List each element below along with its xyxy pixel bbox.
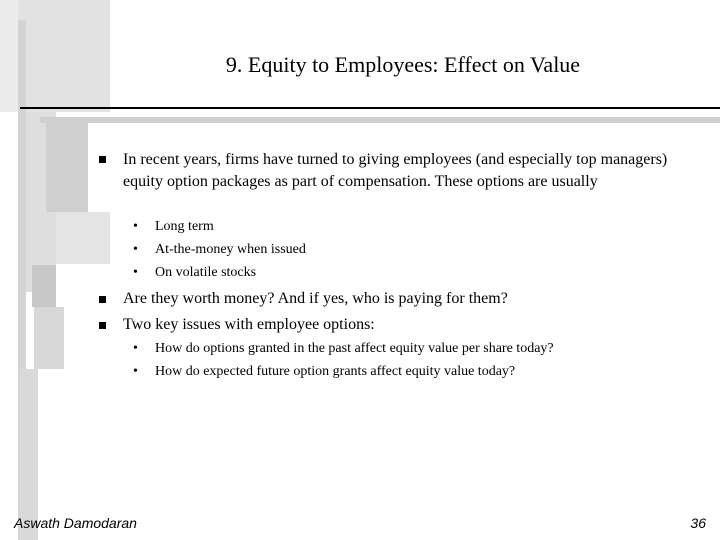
bullet-text: In recent years, firms have turned to giving employees (and especially top managers) equity option packages as part of compensation. These options are usually: [123, 151, 668, 190]
slide-title: 9. Equity to Employees: Effect on Value: [225, 52, 581, 77]
dot-bullet-icon: •: [133, 265, 138, 280]
sub-bullet-text: Long term: [155, 219, 214, 234]
sub-bullet-text: At-the-money when issued: [155, 242, 306, 257]
dot-bullet-icon: •: [133, 219, 138, 234]
footer-author: Aswath Damodaran: [14, 515, 137, 531]
sub-bullet: [133, 242, 306, 258]
dot-bullet-icon: •: [133, 242, 138, 257]
bullet-text: Are they worth money? And if yes, who is paying for them?: [123, 290, 508, 307]
square-bullet-icon: [99, 296, 106, 303]
page-number: 36: [690, 515, 706, 531]
sub-bullet: [133, 265, 256, 281]
sub-bullet-text: On volatile stocks: [155, 265, 257, 280]
bullet-text: Two key issues with employee options:: [123, 316, 375, 333]
sub-bullet: [133, 341, 554, 357]
decorative-bar: [56, 212, 110, 264]
sub-bullet-text: How do options granted in the past affect equity value per share today?: [155, 341, 554, 356]
decorative-bar: [34, 307, 64, 369]
dot-bullet-icon: •: [133, 341, 138, 356]
sub-bullet: [133, 364, 515, 380]
title-divider-shadow: [40, 117, 720, 123]
square-bullet-icon: [99, 322, 106, 329]
title-divider: [20, 107, 720, 109]
decorative-bar: [46, 120, 88, 212]
square-bullet-icon: [99, 156, 106, 163]
dot-bullet-icon: •: [133, 364, 138, 379]
sub-bullet-text: How do expected future option grants affect equity value today?: [155, 364, 516, 379]
decorative-bar: [32, 265, 56, 307]
sub-bullet: [133, 219, 214, 235]
